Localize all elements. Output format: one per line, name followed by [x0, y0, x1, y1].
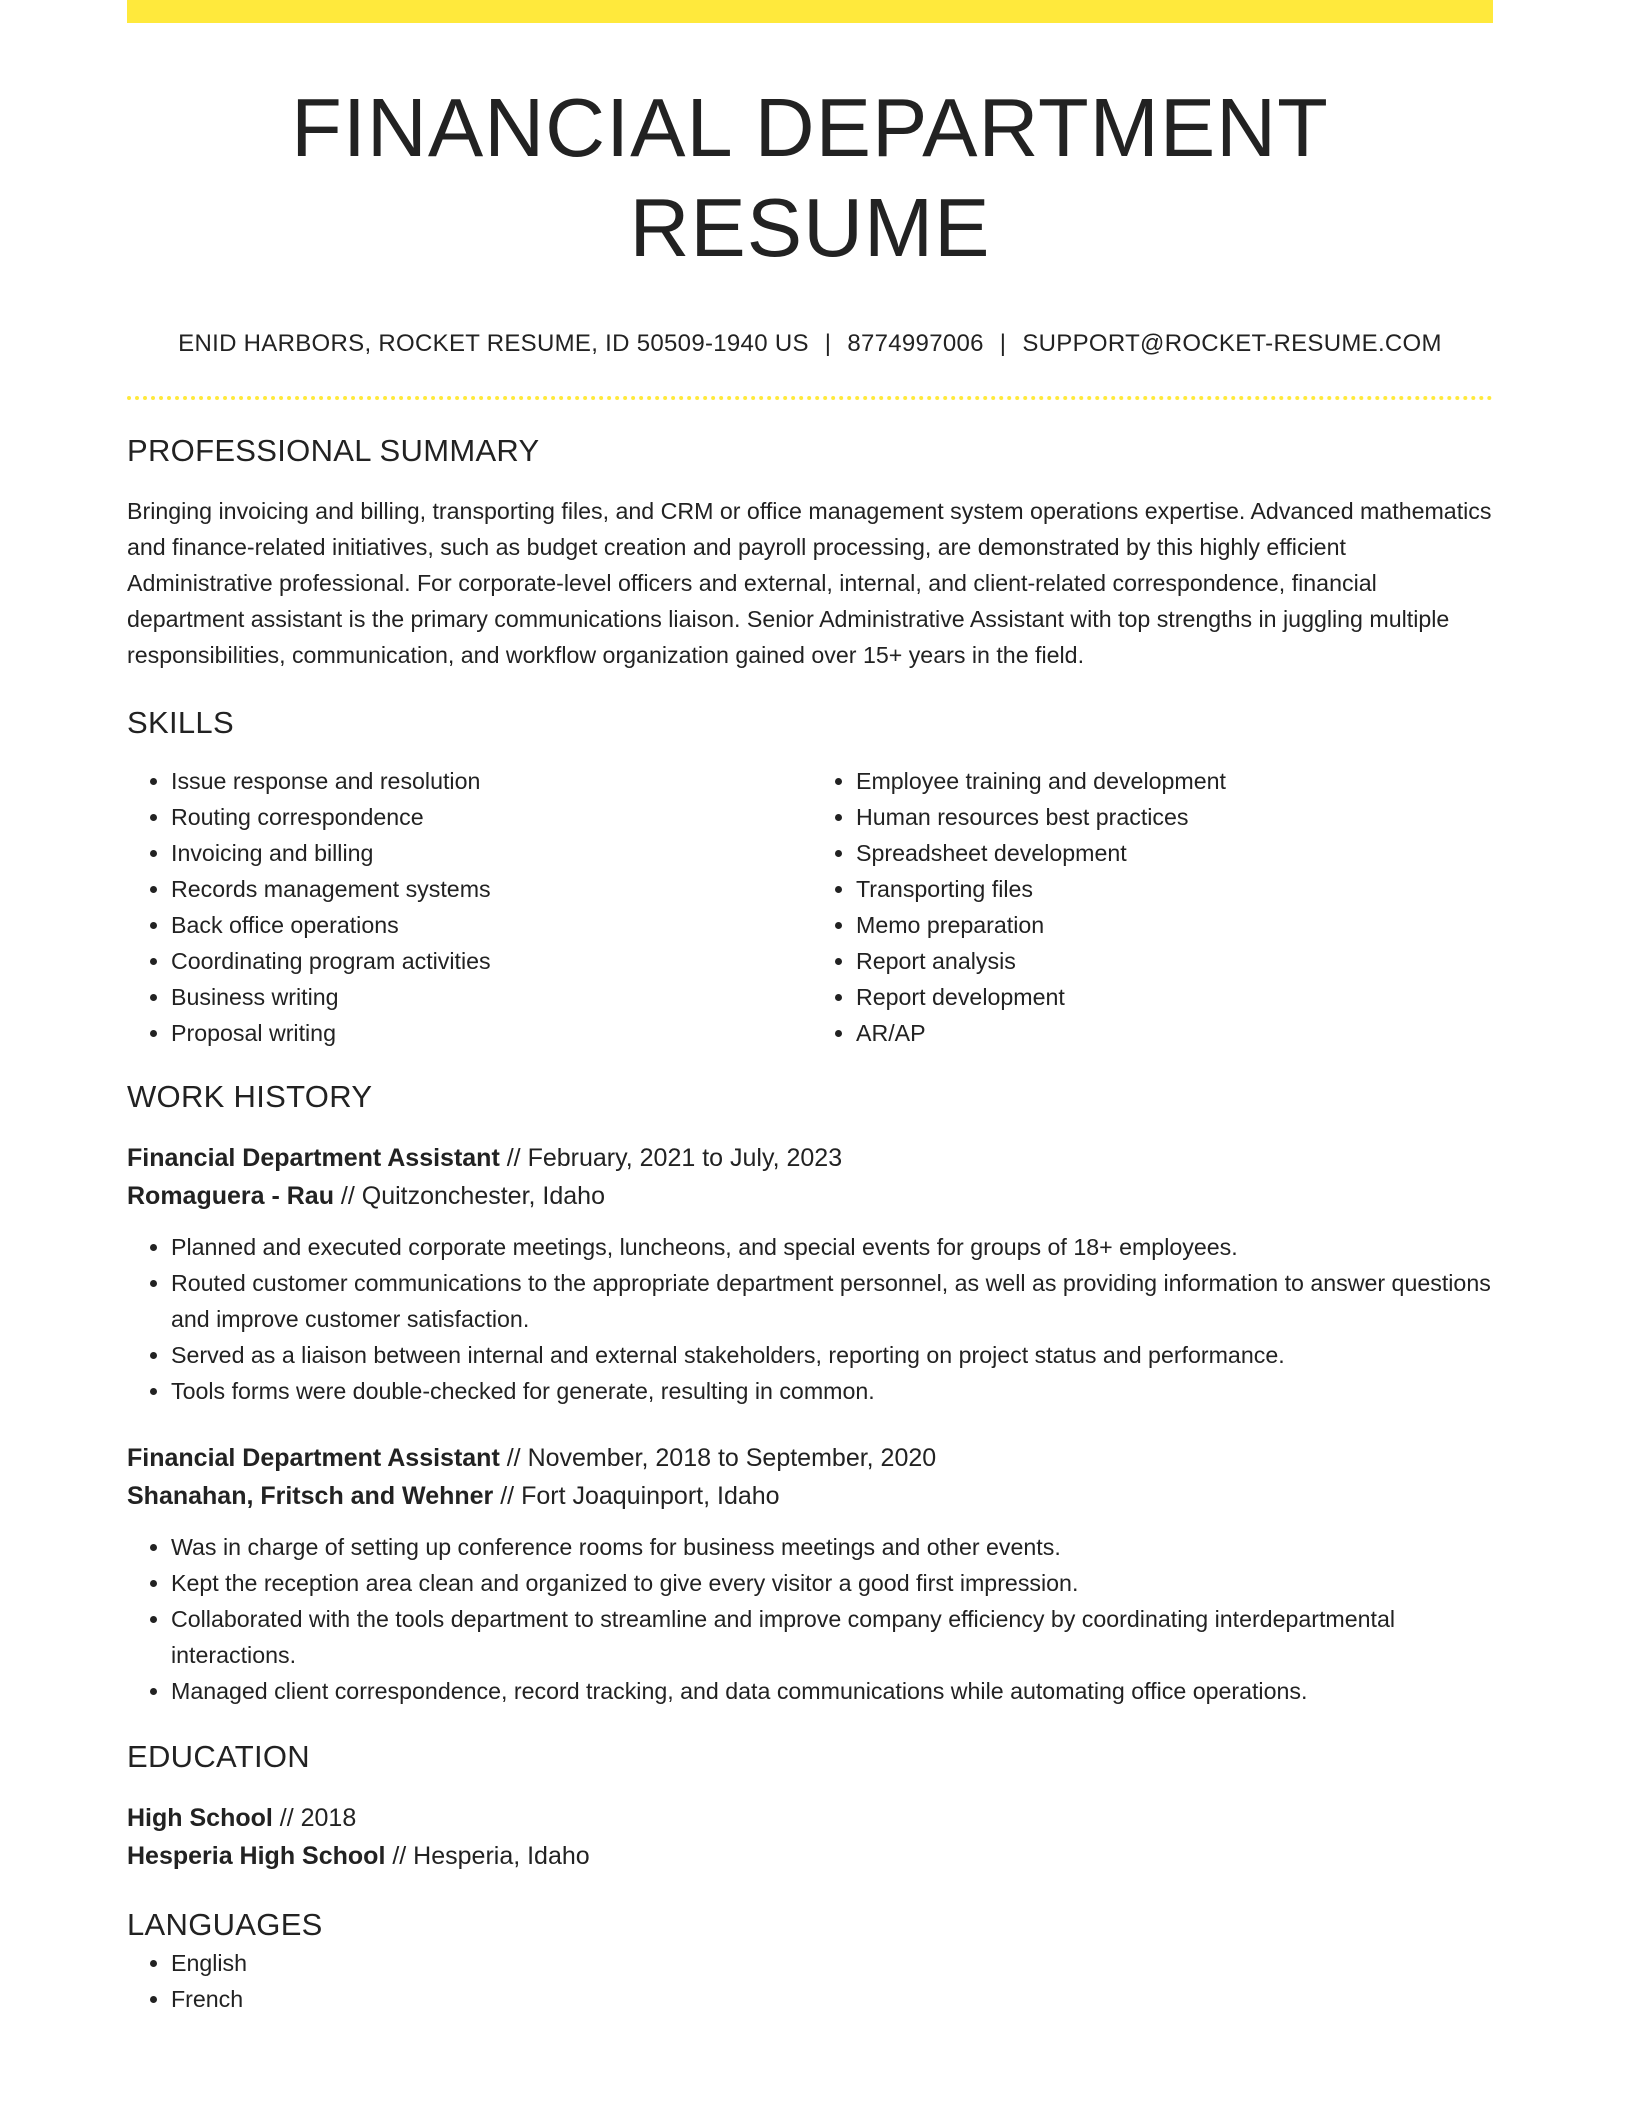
contact-address: ENID HARBORS, ROCKET RESUME, ID 50509-1940 US [178, 330, 809, 357]
contact-separator: | [999, 330, 1007, 357]
resume-title: FINANCIAL DEPARTMENT RESUME [291, 81, 1329, 274]
skill-item: • Report development [856, 979, 1493, 1015]
education-location: // Hesperia, Idaho [385, 1842, 590, 1870]
skill-item: • Records management systems [171, 871, 810, 907]
summary-heading: PROFESSIONAL SUMMARY [127, 433, 540, 468]
education-heading: EDUCATION [127, 1739, 310, 1774]
skills-heading: SKILLS [127, 705, 234, 740]
contact-line [127, 329, 1493, 359]
job-title: Financial Department Assistant [127, 1144, 500, 1172]
skill-item: • Coordinating program activities [171, 943, 810, 979]
job-bullet: • Tools forms were double-checked for generate, resulting in common. [171, 1373, 1493, 1409]
job-bullet: • Was in charge of setting up conference rooms for business meetings and other events. [171, 1529, 1493, 1565]
languages-list [127, 1945, 1493, 2017]
job-bullet: • Routed customer communications to the appropriate department personnel, as well as providing information to answer questions and improve customer satisfaction. [171, 1265, 1493, 1337]
skill-item: • Business writing [171, 979, 810, 1015]
resume-content [127, 0, 1493, 2017]
job-title-line [127, 1439, 1493, 1477]
education-school-line [127, 1837, 1493, 1875]
job-bullet: • Managed client correspondence, record tracking, and data communications while automating office operations. [171, 1673, 1493, 1709]
job-bullet: • Collaborated with the tools department to streamline and improve company efficiency by coordinating interdepartmental interactions. [171, 1601, 1493, 1673]
job-location: // Fort Joaquinport, Idaho [493, 1482, 780, 1510]
job-company-line [127, 1477, 1493, 1515]
job-company: Romaguera - Rau [127, 1182, 334, 1210]
contact-phone: 8774997006 [847, 330, 984, 357]
job-company-line [127, 1177, 1493, 1215]
languages-heading: LANGUAGES [127, 1907, 323, 1942]
job-bullets [127, 1529, 1493, 1709]
skill-item: • Routing correspondence [171, 799, 810, 835]
job-location: // Quitzonchester, Idaho [333, 1182, 605, 1210]
work-history-heading: WORK HISTORY [127, 1079, 373, 1114]
dotted-divider [127, 396, 1493, 400]
skill-item: • Back office operations [171, 907, 810, 943]
education-year: // 2018 [272, 1804, 357, 1832]
job-dates: // February, 2021 to July, 2023 [499, 1144, 843, 1172]
job-bullet: • Served as a liaison between internal and external stakeholders, reporting on project status and performance. [171, 1337, 1493, 1373]
language-item: • English [171, 1945, 1493, 1981]
skill-item: • Spreadsheet development [856, 835, 1493, 871]
job-dates: // November, 2018 to September, 2020 [499, 1444, 937, 1472]
job-title-line [127, 1139, 1493, 1177]
education-degree: High School [127, 1804, 273, 1832]
education-school: Hesperia High School [127, 1842, 386, 1870]
skills-column-right [810, 763, 1493, 1051]
language-item: • French [171, 1981, 1493, 2017]
skills-column-left [127, 763, 810, 1051]
summary-text: Bringing invoicing and billing, transporting files, and CRM or office management system operations expertise. Advanced mathematics and finance-related initiatives, such as budget creation and payroll processing, are demonstrated by this highly efficient Administrative professional. For corporate-level officers and external, internal, and client-related correspondence, financial department assistant is the primary communications liaison. Senior Administrative Assistant with top strengths in juggling multiple responsibilities, communication, and workflow organization gained over 15+ years in the field. [127, 498, 1492, 668]
skill-item: • Transporting files [856, 871, 1493, 907]
job-entry [127, 1439, 1493, 1709]
skills-list [127, 763, 1493, 1051]
education-entry [127, 1799, 1493, 1875]
skill-item: • AR/AP [856, 1015, 1493, 1051]
contact-email: SUPPORT@ROCKET-RESUME.COM [1022, 330, 1442, 357]
job-bullets [127, 1229, 1493, 1409]
job-company: Shanahan, Fritsch and Wehner [127, 1482, 494, 1510]
job-bullet: • Kept the reception area clean and organized to give every visitor a good first impression. [171, 1565, 1493, 1601]
contact-separator: | [824, 330, 832, 357]
job-entry [127, 1139, 1493, 1409]
job-title: Financial Department Assistant [127, 1444, 500, 1472]
skill-item: • Memo preparation [856, 907, 1493, 943]
skill-item: • Issue response and resolution [171, 763, 810, 799]
skill-item: • Invoicing and billing [171, 835, 810, 871]
education-degree-line [127, 1799, 1493, 1837]
skill-item: • Proposal writing [171, 1015, 810, 1051]
skill-item: • Human resources best practices [856, 799, 1493, 835]
skill-item: • Report analysis [856, 943, 1493, 979]
skill-item: • Employee training and development [856, 763, 1493, 799]
job-bullet: • Planned and executed corporate meetings, luncheons, and special events for groups of 18+ employees. [171, 1229, 1493, 1265]
